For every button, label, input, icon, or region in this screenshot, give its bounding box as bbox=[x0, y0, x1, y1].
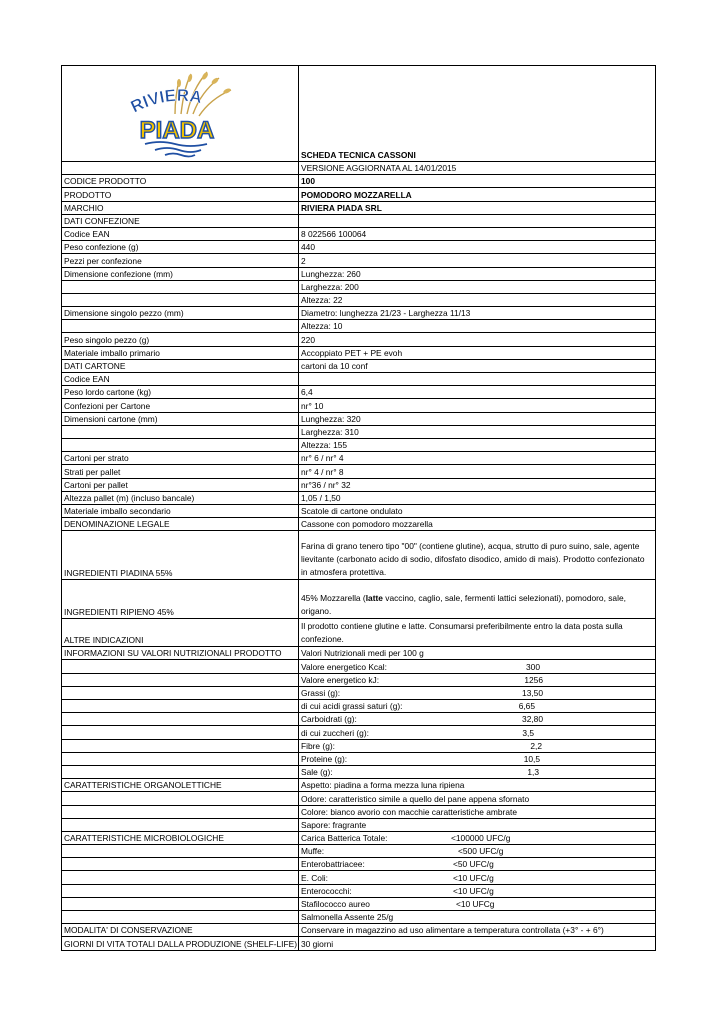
table-row: Odore: caratteristico simile a quello del pane appena sfornato bbox=[62, 792, 656, 805]
logo-text-piada: PIADA bbox=[139, 117, 215, 144]
technical-sheet bbox=[61, 65, 655, 951]
table-row: Strati per pallet nr° 4 / nr° 8 bbox=[62, 465, 656, 478]
ingredienti-ripieno-value: 45% Mozzarella (latte vaccino, caglio, sale, fermenti lattici selezionati), pomodoro, sale, origano. bbox=[299, 580, 656, 619]
table-row: Proteine (g): 10,5 bbox=[62, 752, 656, 765]
table-row: CARATTERISTICHE MICROBIOLOGICHE Carica Batterica Totale: <100000 UFC/g bbox=[62, 831, 656, 844]
table-row: Peso singolo pezzo (g) 220 bbox=[62, 333, 656, 346]
table-row: di cui zuccheri (g): 3,5 bbox=[62, 726, 656, 739]
table-row: Cartoni per pallet nr°36 / nr° 32 bbox=[62, 478, 656, 491]
table-row: Salmonella Assente 25/g bbox=[62, 911, 656, 924]
table-row: Valore energetico Kcal: 300 bbox=[62, 660, 656, 673]
wave-icon bbox=[145, 142, 207, 157]
table-row: Pezzi per confezione 2 bbox=[62, 254, 656, 267]
table-row: Dimensione singolo pezzo (mm) Diametro: lunghezza 21/23 - Larghezza 11/13 bbox=[62, 307, 656, 320]
table-row: INGREDIENTI PIADINA 55% Farina di grano tenero tipo "00" (contiene glutine), acqua, strutto di puro suino, sale, agente lievitante (carbonato acido di sodio, difosfato disodico, amido di mais). Prodotto confezionato in atmosfera protettiva. bbox=[62, 531, 656, 580]
version-label: VERSIONE AGGIORNATA AL 14/01/2015 bbox=[299, 162, 656, 175]
riviera-piada-logo bbox=[115, 66, 245, 158]
table-row: DATI CONFEZIONE bbox=[62, 214, 656, 227]
table-row: Valore energetico kJ: 1256 bbox=[62, 673, 656, 686]
table-row: Stafilococco aureo <10 UFCg bbox=[62, 897, 656, 910]
spec-table bbox=[61, 65, 656, 951]
logo-cell bbox=[62, 66, 299, 162]
table-row: Peso confezione (g) 440 bbox=[62, 241, 656, 254]
table-row: INGREDIENTI RIPIENO 45% 45% Mozzarella (latte vaccino, caglio, sale, fermenti lattici selezionati), pomodoro, sale, origano. bbox=[62, 580, 656, 619]
table-row: Enterococchi: <10 UFC/g bbox=[62, 884, 656, 897]
table-row: Codice EAN 8 022566 100064 bbox=[62, 227, 656, 240]
table-row: Peso lordo cartone (kg) 6,4 bbox=[62, 386, 656, 399]
table-row: INFORMAZIONI SU VALORI NUTRIZIONALI PRODOTTO Valori Nutrizionali medi per 100 g bbox=[62, 647, 656, 660]
table-row: Dimensioni cartone (mm) Lunghezza: 320 bbox=[62, 412, 656, 425]
table-row: di cui acidi grassi saturi (g): 6,65 bbox=[62, 700, 656, 713]
table-row: Enterobattriacee: <50 UFC/g bbox=[62, 858, 656, 871]
table-row: ALTRE INDICAZIONI Il prodotto contiene glutine e latte. Consumarsi preferibilmente entro la data posta sulla confezione. bbox=[62, 619, 656, 647]
table-row: Materiale imballo primario Accoppiato PET + PE evoh bbox=[62, 346, 656, 359]
table-row: Altezza: 155 bbox=[62, 438, 656, 451]
table-row: Grassi (g): 13,50 bbox=[62, 686, 656, 699]
table-row: Sale (g): 1,3 bbox=[62, 765, 656, 778]
table-row: Sapore: fragrante bbox=[62, 818, 656, 831]
table-row: Larghezza: 310 bbox=[62, 425, 656, 438]
table-row: CARATTERISTICHE ORGANOLETTICHE Aspetto: piadina a forma mezza luna ripiena bbox=[62, 779, 656, 792]
table-row: Confezioni per Cartone nr° 10 bbox=[62, 399, 656, 412]
sheet-title: SCHEDA TECNICA CASSONI bbox=[299, 66, 656, 162]
table-row: MARCHIO RIVIERA PIADA SRL bbox=[62, 201, 656, 214]
table-row: Dimensione confezione (mm) Lunghezza: 260 bbox=[62, 267, 656, 280]
table-row: E. Coli: <10 UFC/g bbox=[62, 871, 656, 884]
table-row: Fibre (g): 2,2 bbox=[62, 739, 656, 752]
table-row: PRODOTTO POMODORO MOZZARELLA bbox=[62, 188, 656, 201]
table-row: Altezza: 10 bbox=[62, 320, 656, 333]
table-row: Muffe: <500 UFC/g bbox=[62, 845, 656, 858]
table-row: GIORNI DI VITA TOTALI DALLA PRODUZIONE (SHELF-LIFE) 30 giorni bbox=[62, 937, 656, 950]
table-row: Larghezza: 200 bbox=[62, 280, 656, 293]
table-row: CODICE PRODOTTO 100 bbox=[62, 175, 656, 188]
table-row: DATI CARTONE cartoni da 10 conf bbox=[62, 359, 656, 372]
table-row: Codice EAN bbox=[62, 373, 656, 386]
table-row: Colore: bianco avorio con macchie caratteristiche ambrate bbox=[62, 805, 656, 818]
table-row: Carboidrati (g): 32,80 bbox=[62, 713, 656, 726]
table-row: DENOMINAZIONE LEGALE Cassone con pomodoro mozzarella bbox=[62, 518, 656, 531]
table-row: Altezza: 22 bbox=[62, 293, 656, 306]
table-row: MODALITA' DI CONSERVAZIONE Conservare in magazzino ad uso alimentare a temperatura controllata (+3° - + 6°) bbox=[62, 924, 656, 937]
table-row: Altezza pallet (m) (incluso bancale) 1,05 / 1,50 bbox=[62, 491, 656, 504]
table-row: Materiale imballo secondario Scatole di cartone ondulato bbox=[62, 504, 656, 517]
logo-text-riviera: RIVIERA bbox=[127, 85, 204, 117]
table-row: Cartoni per strato nr° 6 / nr° 4 bbox=[62, 452, 656, 465]
